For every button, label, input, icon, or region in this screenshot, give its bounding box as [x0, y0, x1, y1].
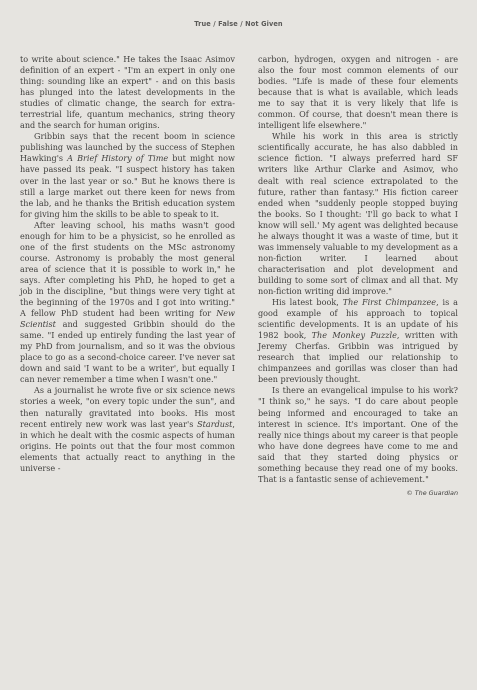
paragraph: carbon, hydrogen, oxygen and nitrogen - are also the four most common elements of our bodies. "Life is made of these four elements because that is what is available, which leads me to say that it is very likely that life is common. Of course, that doesn't mean there is intelligent life elsewhere."	[258, 54, 458, 131]
right-column	[258, 54, 458, 499]
book-title: The Monkey Puzzle	[311, 330, 397, 341]
left-column	[20, 54, 235, 474]
publication-title: New Scientist	[20, 308, 235, 330]
source-credit: © The Guardian	[406, 488, 458, 497]
paragraph: to write about science." He takes the Isaac Asimov definition of an expert - "I'm an expert in only one thing: sounding like an expert" - and on this basis has plunged into the latest developments in the studies of climatic change, the search for extra-terrestrial life, quantum mechanics, string theory and the search for human origins.	[20, 54, 235, 131]
paragraph: Gribbin says that the recent boom in science publishing was launched by the success of Stephen Hawking's A Brief History of Time but might now have passed its peak. "I suspect history has taken over in the last year or so." But he knows there is still a large market out there keen for news from the lab, and he thanks the British education system for giving him the skills to be able to speak to it.	[20, 131, 235, 219]
paragraph: As a journalist he wrote five or six science news stories a week, "on every topic under the sun", and then naturally gravitated into books. His most recent entirely new work was last year's Stardust, in which he dealt with the cosmic aspects of human origins. He points out that the four most common elements that actually react to anything in the universe -	[20, 385, 235, 473]
book-title: The First Chimpanzee	[342, 297, 437, 308]
paragraph: His latest book, The First Chimpanzee, is a good example of his approach to topical scientific developments. It is an update of his 1982 book, The Monkey Puzzle, written with Jeremy Cherfas. Gribbin was intrigued by research that implied our relationship to chimpanzees and gorillas was closer than had been previously thought.	[258, 297, 458, 385]
paragraph: While his work in this area is strictly scientifically accurate, he has also dabbled in science fiction. "I always preferred hard SF writers like Arthur Clarke and Asimov, who dealt with real science extrapolated to the future, rather than fantasy." His fiction career ended when "suddenly people stopped buying the books. So I thought: 'I'll go back to what I know will sell.' My agent was delighted because he always thought it was a waste of time, but it was immensely valuable to my development as a non-fiction writer. I learned about characterisation and plot development and building to some sort of climax and all that. My non-fiction writing did improve."	[258, 131, 458, 296]
book-title: A Brief History of Time	[67, 153, 169, 164]
paragraph: After leaving school, his maths wasn't good enough for him to be a physicist, so he enrolled as one of the first students on the MSc astronomy course. Astronomy is probably the most general area of science that it is possible to work in," he says. After completing his PhD, he hoped to get a job in the discipline, "but things were very tight at the beginning of the 1970s and I got into writing." A fellow PhD student had been writing for New Scientist and suggested Gribbin should do the same. "I ended up entirely funding the last year of my PhD from journalism, and so it was the obvious place to go as a second-choice career. I've never sat down and said 'I want to be a writer', but equally I can never remember a time when I wasn't one."	[20, 219, 235, 385]
paragraph: Is there an evangelical impulse to his work? "I think so," he says. "I do care about people being informed and encouraged to take an interest in science. It's important. One of the really nice things about my career is that people who have done degrees have come to me and said that they started doing physics or something because they read one of my books. That is a fantastic sense of achievement."	[258, 385, 458, 484]
page-header: True / False / Not Given	[194, 20, 283, 28]
book-title: Stardust	[197, 418, 233, 429]
